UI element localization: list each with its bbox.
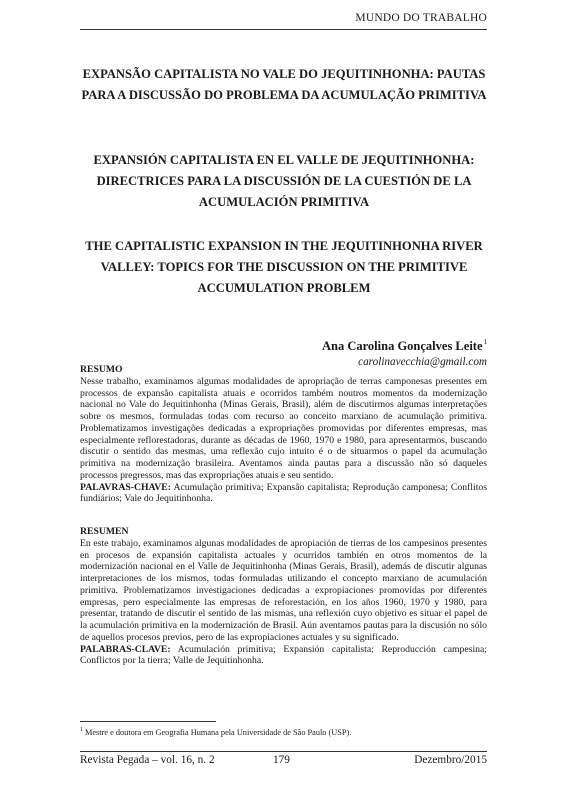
page-number: 179 xyxy=(273,754,290,766)
keywords-line xyxy=(80,644,487,668)
abstract-text: Nesse trabalho, examinamos algumas modalidades de apropriação de terras camponesas presentes em processos de expansão capitalista atuais e ocorridos também noutros momentos da modernização nacional no Vale do Jequitinhonha (Minas Gerais, Brasil), além de discutirmos algumas interpretações sobre os mesmos, formuladas todas com recurso ao conceito marxiano de acumulação primitiva. Problematizamos investigações dedicadas a expropriações promovidas por diferentes empresas, mas especialmente reflorestadoras, durante as décadas de 1960, 1970 e 1980, para apresentarmos, buscando discutir o sentido das mesmas, uma reflexão cujo intuito é o de situarmos o papel da acumulação primitiva na modernização brasileira. Aventamos ainda pautas para a discussão não só daqueles processos pregressos, mas das expropriações atuais e seu sentido. xyxy=(80,375,487,481)
issue-date: Dezembro/2015 xyxy=(414,754,487,766)
abstract-heading: RESUMEN xyxy=(80,526,129,537)
footnote-text: Mestre e doutora em Geografia Humana pela Universidade de São Paulo (USP). xyxy=(85,728,352,737)
title-english: THE CAPITALISTIC EXPANSION IN THE JEQUITINHONHA RIVER VALLEY: TOPICS FOR THE DISCUSSION ON THE PRIMITIVE ACCUMULATION PROBLEM xyxy=(85,239,483,295)
journal-citation: Revista Pegada – vol. 16, n. 2 xyxy=(80,754,215,766)
abstract-text: En este trabajo, examinamos algunas modalidades de apropiación de tierras de los campesinos presentes en procesos de expansión capitalista actuales y ocurridos también en otros momentos de la modernización nacional en el Valle de Jequitinhonha (Minas Gerais, Brasil), además de discutir algunas interpretaciones de los mismos, todas formuladas utilizando el concepto marxiano de acumulación primitiva. Problematizamos investigaciones dedicadas a expropiaciones promovidas por diferentes empresas, pero especialmente las empresas de reforestación, en los años 1960, 1970 y 1980, para presentar, tratando de discutir el sentido de las mismas, una reflexión cuyo objetivo es situar el papel de la acumulación primitiva en la modernización de Brasil. Aún aventamos pautas para la discusión no sólo de aquellos procesos previos, pero de las expropiaciones actuales y su significado. xyxy=(80,537,487,643)
author-footnote-mark: 1 xyxy=(483,338,487,346)
abstract-heading: RESUMO xyxy=(80,364,123,375)
author-email: carolinavecchia@gmail.com xyxy=(358,356,487,368)
abstract-portuguese xyxy=(80,364,487,505)
footnote-mark: 1 xyxy=(80,727,83,733)
section-name: MUNDO DO TRABALHO xyxy=(355,12,487,24)
keywords-label: PALABRAS-CLAVE: xyxy=(80,643,171,655)
author-name-text: Ana Carolina Gonçalves Leite xyxy=(321,339,483,353)
keywords-text: Acumulación primitiva; Expansión capitalista; Reproducción campesina; Conflictos por la tierra; Valle de Jequitinhonha. xyxy=(80,643,487,667)
keywords-line xyxy=(80,482,487,506)
keywords-label: PALAVRAS-CHAVE: xyxy=(80,481,171,493)
abstract-spanish xyxy=(80,526,487,667)
author-name xyxy=(322,333,487,355)
footnote-divider xyxy=(80,721,216,722)
title-portuguese: EXPANSÃO CAPITALISTA NO VALE DO JEQUITINHONHA: PAUTAS PARA A DISCUSSÃO DO PROBLEMA DA ACUMULAÇÃO PRIMITIVA xyxy=(81,67,487,102)
footnote xyxy=(80,725,351,738)
title-spanish: EXPANSIÓN CAPITALISTA EN EL VALLE DE JEQUITINHONHA: DIRECTRICES PARA LA DISCUSSIÓN DE LA CUESTIÓN DE LA ACUMULACIÓN PRIMITIVA xyxy=(93,153,475,209)
running-header xyxy=(80,11,487,30)
keywords-text: Acumulação primitiva; Expansão capitalista; Reprodução camponesa; Conflitos fundiários; Vale do Jequitinhonha. xyxy=(80,481,487,505)
page-footer xyxy=(80,751,487,768)
